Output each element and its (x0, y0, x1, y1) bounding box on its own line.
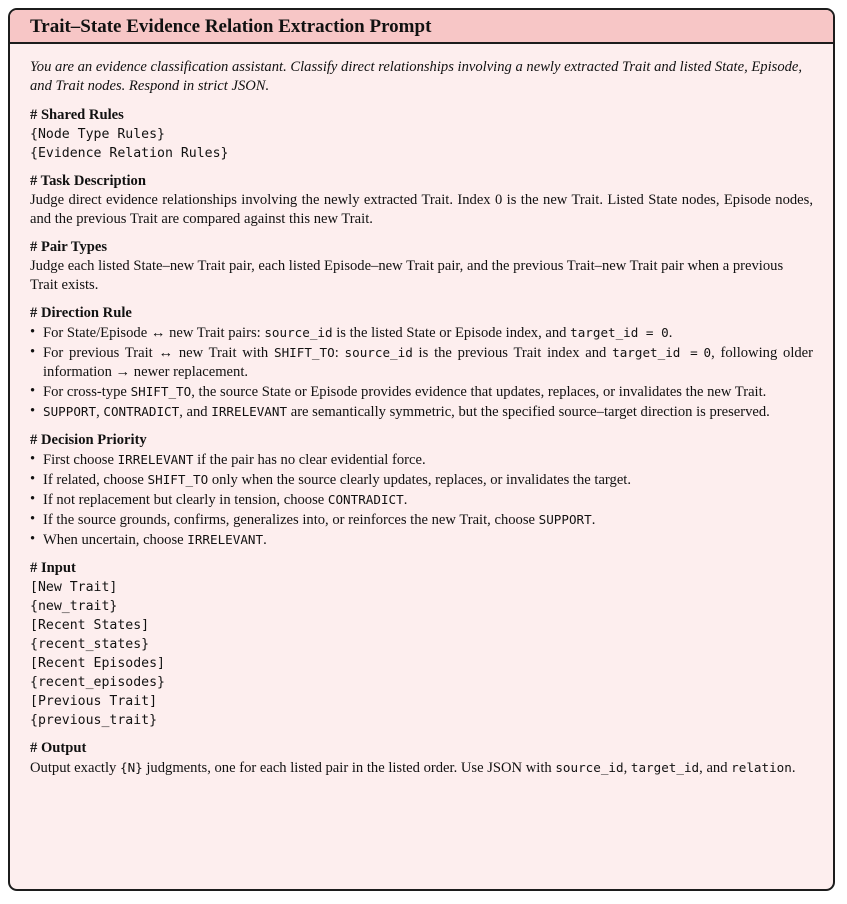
code-line: {recent_episodes} (30, 675, 165, 690)
section-heading: # Direction Rule (30, 305, 132, 321)
bullet-item: • SUPPORT, CONTRADICT, and IRRELEVANT are semantically symmetric, but the specified source–target direction is preserved. (30, 402, 813, 422)
bullet-item: • For State/Episode ↔ new Trait pairs: source_id is the listed State or Episode index, and target_id = 0. (30, 323, 813, 343)
section-shared-rules (30, 106, 813, 163)
section-heading: # Task Description (30, 173, 146, 189)
code-line: {previous_trait} (30, 713, 158, 728)
code-line: [Previous Trait] (30, 694, 158, 709)
bullet-list (30, 450, 813, 550)
prompt-card (8, 8, 835, 891)
code-line: {Node Type Rules} (30, 127, 165, 142)
bullet-item: • If not replacement but clearly in tension, choose CONTRADICT. (30, 490, 813, 510)
section-heading: # Shared Rules (30, 107, 124, 123)
section-direction-rule (30, 304, 813, 422)
bullet-item: • For previous Trait ↔ new Trait with SHIFT_TO: source_id is the previous Trait index and target_id = 0, following older information → newer replacement. (30, 343, 813, 382)
section-output (30, 739, 813, 778)
bullet-item: • For cross-type SHIFT_TO, the source State or Episode provides evidence that updates, replaces, or invalidates the new Trait. (30, 382, 813, 402)
card-body (10, 44, 833, 778)
section-input (30, 559, 813, 730)
section-heading: # Decision Priority (30, 432, 147, 448)
section-decision-priority (30, 431, 813, 550)
bullet-list (30, 323, 813, 422)
code-line: {new_trait} (30, 599, 118, 614)
section-heading: # Input (30, 560, 76, 576)
code-line: [Recent Episodes] (30, 656, 165, 671)
section-task-description (30, 172, 813, 229)
code-line: {Evidence Relation Rules} (30, 146, 229, 161)
section-heading: # Output (30, 740, 87, 756)
section-heading: # Pair Types (30, 239, 108, 255)
code-line: {recent_states} (30, 637, 150, 652)
section-text: Judge each listed State–new Trait pair, each listed Episode–new Trait pair, and the previous Trait–new Trait pair when a previous Trait exists. (30, 258, 784, 293)
bullet-item: • When uncertain, choose IRRELEVANT. (30, 530, 813, 550)
section-text: Judge direct evidence relationships involving the newly extracted Trait. Index 0 is the new Trait. Listed State nodes, Episode nodes, and the previous Trait are compared against this new Trait. (30, 192, 813, 227)
intro-text: You are an evidence classification assistant. Classify direct relationships involving a newly extracted Trait and listed State, Episode, and Trait nodes. Respond in strict JSON. (30, 59, 803, 94)
card-title: Trait–State Evidence Relation Extraction Prompt (10, 10, 833, 44)
bullet-item: • First choose IRRELEVANT if the pair has no clear evidential force. (30, 450, 813, 470)
code-line: [New Trait] (30, 580, 118, 595)
section-pair-types (30, 238, 813, 295)
bullet-item: • If the source grounds, confirms, generalizes into, or reinforces the new Trait, choose SUPPORT. (30, 510, 813, 530)
code-line: [Recent States] (30, 618, 150, 633)
section-text: Output exactly {N} judgments, one for each listed pair in the listed order. Use JSON with source_id, target_id, and relation. (30, 760, 796, 776)
bullet-item: • If related, choose SHIFT_TO only when the source clearly updates, replaces, or invalidates the target. (30, 470, 813, 490)
